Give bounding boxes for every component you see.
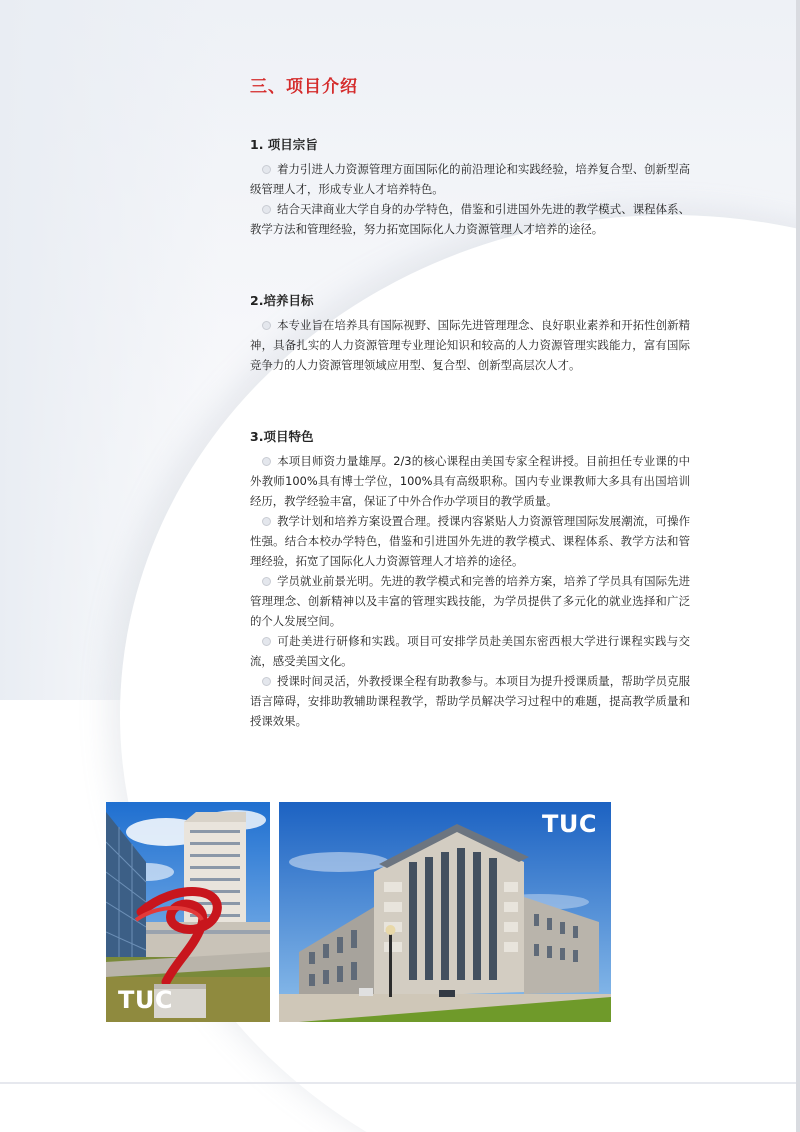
campus-photo-building [279, 802, 611, 1022]
bullet-icon [262, 517, 271, 526]
campus-photo-sculpture [106, 802, 270, 1022]
tuc-label: TUC [542, 810, 597, 838]
subsection-goal [250, 291, 690, 375]
bullet-paragraph: 本项目师资力量雄厚。2/3的核心课程由美国专家全程讲授。目前担任专业课的中外教师100%具有博士学位，100%具有高级职称。国内专业课教师大多具有出国培训经历，教学经验丰富，保证了中外合作办学项目的教学质量。 [250, 454, 690, 508]
bullet-icon [262, 321, 271, 330]
scan-edge [796, 0, 800, 1132]
subsection-title: 2.培养目标 [250, 293, 314, 308]
bullet-paragraph: 结合天津商业大学自身的办学特色，借鉴和引进国外先进的教学模式、课程体系、教学方法和管理经验，努力拓宽国际化人力资源管理人才培养的途径。 [250, 202, 690, 236]
bullet-icon [262, 637, 271, 646]
content-column [250, 72, 690, 731]
subsection-purpose [250, 135, 690, 239]
bullet-icon [262, 165, 271, 174]
bullet-paragraph: 学员就业前景光明。先进的教学模式和完善的培养方案，培养了学员具有国际先进管理理念、创新精神以及丰富的管理实践技能，为学员提供了多元化的就业选择和广泛的个人发展空间。 [250, 574, 690, 628]
bullet-paragraph: 授课时间灵活，外教授课全程有助教参与。本项目为提升授课质量，帮助学员克服语言障碍，安排助教辅助课程教学，帮助学员解决学习过程中的难题，提高教学质量和授课效果。 [250, 674, 690, 728]
bullet-icon [262, 457, 271, 466]
bullet-paragraph: 教学计划和培养方案设置合理。授课内容紧贴人力资源管理国际发展潮流，可操作性强。结合本校办学特色，借鉴和引进国外先进的教学模式、课程体系、教学方法和管理经验，拓宽了国际化人力资源管理人才培养的途径。 [250, 514, 690, 568]
bullet-paragraph: 本专业旨在培养具有国际视野、国际先进管理理念、良好职业素养和开拓性创新精神，具备扎实的人力资源管理专业理论知识和较高的人力资源管理实践能力，富有国际竞争力的人力资源管理领域应用型、复合型、创新型高层次人才。 [250, 318, 690, 372]
bullet-paragraph: 可赴美进行研修和实践。项目可安排学员赴美国东密西根大学进行课程实践与交流，感受美国文化。 [250, 634, 690, 668]
tuc-label: TUC [118, 986, 173, 1014]
bullet-paragraph: 着力引进人力资源管理方面国际化的前沿理论和实践经验，培养复合型、创新型高级管理人才，形成专业人才培养特色。 [250, 162, 690, 196]
subsection-title: 1. 项目宗旨 [250, 137, 318, 152]
subsection-title: 3.项目特色 [250, 429, 314, 444]
bullet-icon [262, 577, 271, 586]
section-title: 三、项目介绍 [250, 77, 358, 97]
bullet-icon [262, 205, 271, 214]
subsection-features [250, 427, 690, 731]
bullet-icon [262, 677, 271, 686]
bottom-rule [0, 1082, 800, 1084]
